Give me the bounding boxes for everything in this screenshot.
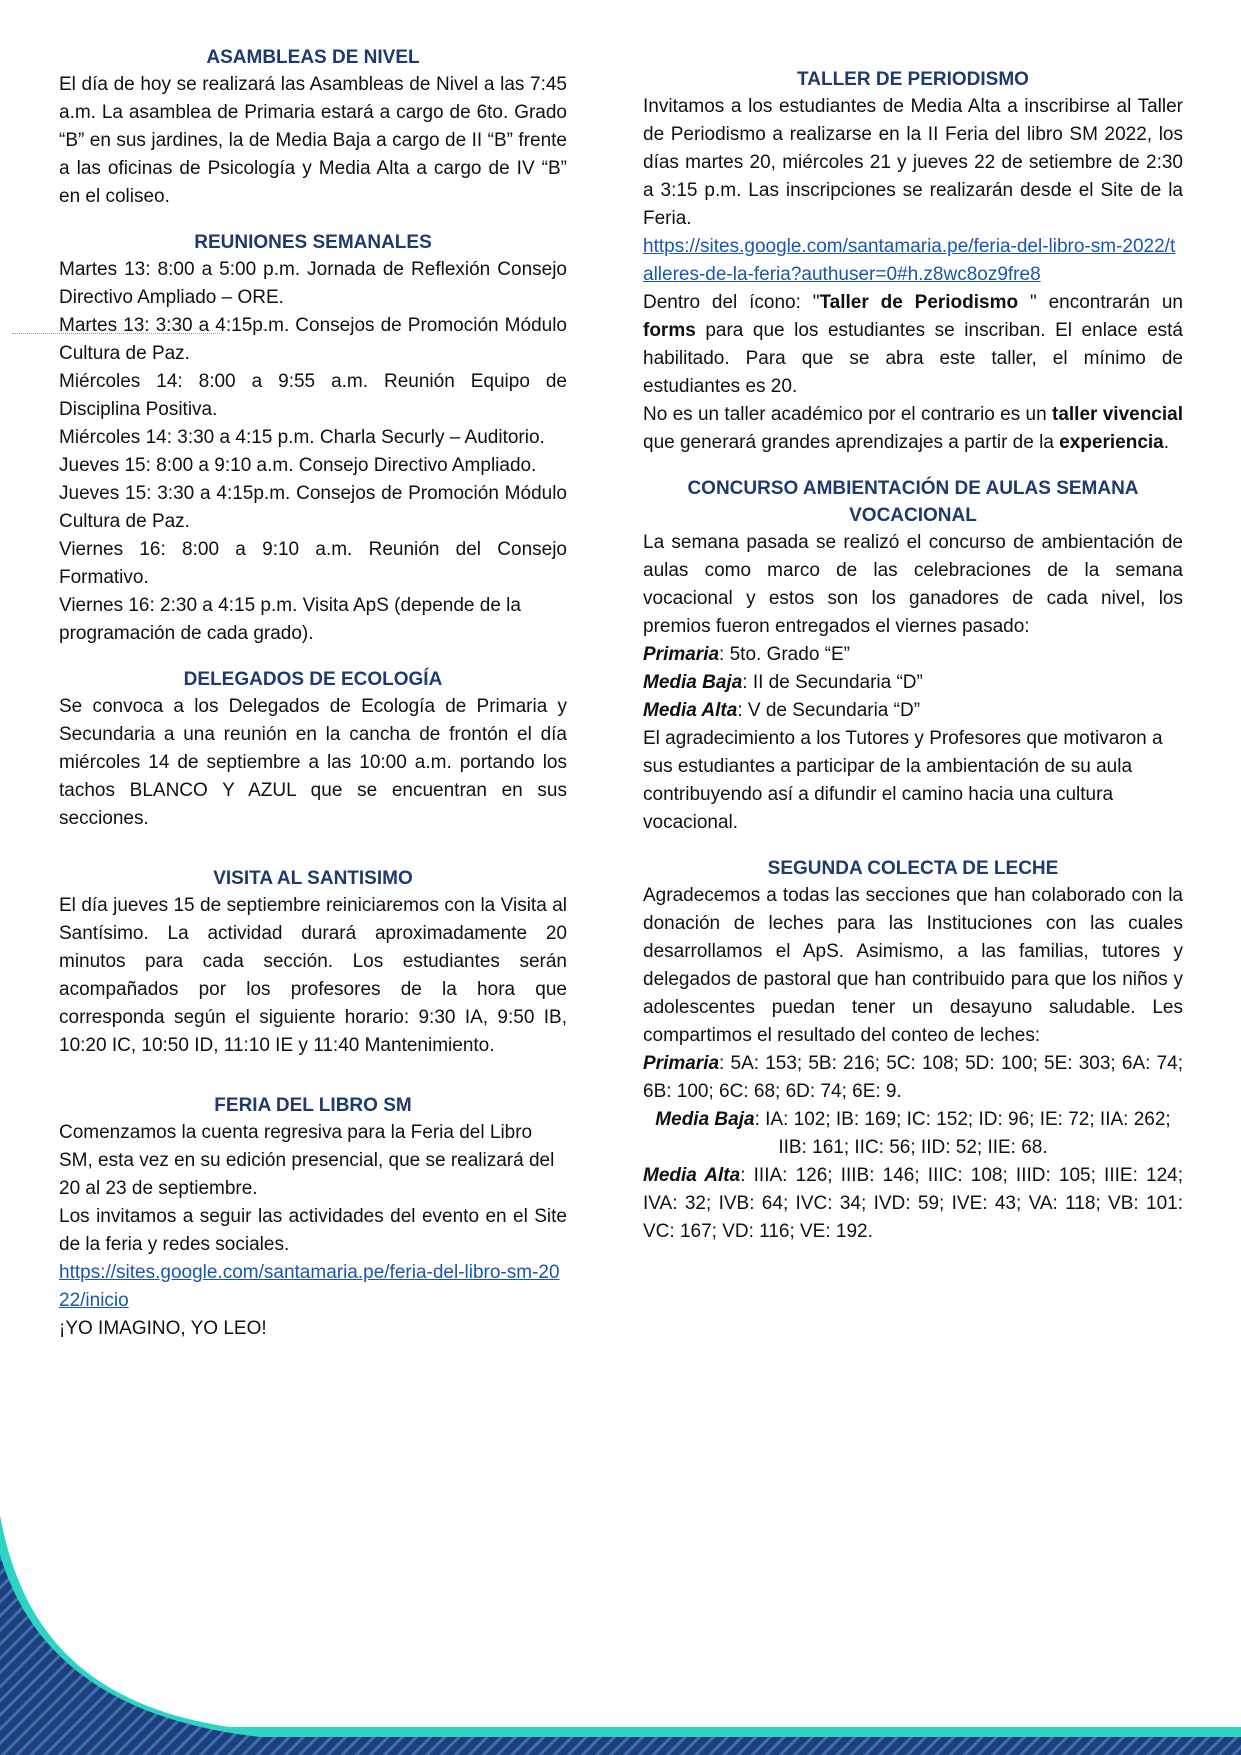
- level-label: Media Alta: [643, 700, 738, 721]
- paragraph-concurso: La semana pasada se realizó el concurso de ambientación de aulas como marco de las celebraciones de la semana vocacional y estos son los ganadores de cada nivel, los premios fueron entregados el viernes pasado:: [643, 532, 1183, 637]
- heading-taller: TALLER DE PERIODISMO: [797, 69, 1029, 90]
- list-item: Martes 13: 3:30 a 4:15p.m. Consejos de Promoción Módulo Cultura de Paz.: [59, 315, 567, 364]
- paragraph-ecologia: Se convoca a los Delegados de Ecología de Primaria y Secundaria a una reunión en la cancha de frontón el día miércoles 14 de septiembre a las 10:00 a.m. portando los tachos BLANCO Y AZUL que se encuentran en sus secciones.: [59, 696, 567, 829]
- wave-teal-band: [0, 1515, 1241, 1755]
- feria-site-link[interactable]: https://sites.google.com/santamaria.pe/feria-del-libro-sm-2022/inicio: [59, 1262, 560, 1311]
- section-reuniones: [59, 229, 567, 648]
- text-run: que generará grandes aprendizajes a partir de la: [643, 432, 1060, 453]
- level-label: Media Alta: [643, 1165, 741, 1186]
- section-ecologia: [59, 666, 567, 833]
- level-value: : V de Secundaria “D”: [737, 700, 921, 721]
- heading-asambleas: ASAMBLEAS DE NIVEL: [206, 47, 420, 68]
- list-item: Miércoles 14: 8:00 a 9:55 a.m. Reunión Equipo de Disciplina Positiva.: [59, 371, 567, 420]
- heading-ecologia: DELEGADOS DE ECOLOGÍA: [183, 669, 443, 690]
- level-label: Primaria: [643, 1053, 720, 1074]
- text-run: Dentro del ícono: ": [643, 292, 820, 313]
- count-media-alta: [643, 1162, 1183, 1246]
- list-item: Viernes 16: 8:00 a 9:10 a.m. Reunión del Consejo Formativo.: [59, 539, 567, 588]
- winner-media-alta: [643, 697, 1183, 725]
- level-value: : 5to. Grado “E”: [719, 644, 850, 665]
- text-run: No es un taller académico por el contrario es un: [643, 404, 1052, 425]
- paragraph-concurso-thanks: El agradecimiento a los Tutores y Profesores que motivaron a sus estudiantes a participar de la ambientación de su aula contribuyendo así a difundir el camino hacia una cultura vocacional.: [643, 728, 1163, 833]
- paragraph-taller-intro: Invitamos a los estudiantes de Media Alta a inscribirse al Taller de Periodismo a realizarse en la II Feria del libro SM 2022, los días martes 20, miércoles 21 y jueves 22 de setiembre de 2:30 a 3:15 p.m. Las inscripciones se realizarán desde el Site de la Feria.: [643, 96, 1183, 229]
- list-item: Miércoles 14: 3:30 a 4:15 p.m. Charla Securly – Auditorio.: [59, 427, 545, 448]
- list-item: Jueves 15: 3:30 a 4:15p.m. Consejos de Promoción Módulo Cultura de Paz.: [59, 483, 567, 532]
- section-asambleas: [59, 44, 567, 211]
- list-item: Viernes 16: 2:30 a 4:15 p.m. Visita ApS (depende de la programación de cada grado).: [59, 595, 521, 644]
- spacer: [59, 1078, 567, 1092]
- winner-media-baja: [643, 669, 1183, 697]
- text-run: " encontrarán un: [1018, 292, 1183, 313]
- paragraph-taller-forms: [643, 289, 1183, 401]
- heading-reuniones: REUNIONES SEMANALES: [194, 232, 432, 253]
- spacer: [59, 851, 567, 865]
- wave-striped-band: [0, 1555, 1241, 1755]
- level-label: Media Baja: [655, 1109, 755, 1130]
- heading-colecta: SEGUNDA COLECTA DE LECHE: [767, 858, 1059, 879]
- list-item: Jueves 15: 8:00 a 9:10 a.m. Consejo Directivo Ampliado.: [59, 455, 537, 476]
- level-label: Media Baja: [643, 672, 743, 693]
- heading-santisimo: VISITA AL SANTISIMO: [213, 868, 413, 889]
- heading-feria: FERIA DEL LIBRO SM: [214, 1095, 412, 1116]
- level-value: : 5A: 153; 5B: 216; 5C: 108; 5D: 100; 5E: 303; 6A: 74; 6B: 100; 6C: 68; 6D: 74; 6E: 9.: [643, 1053, 1183, 1102]
- count-media-baja: [643, 1106, 1183, 1162]
- taller-site-link[interactable]: https://sites.google.com/santamaria.pe/feria-del-libro-sm-2022/talleres-de-la-feria?authuser=0#h.z8wc8oz9fre8: [643, 236, 1176, 285]
- paragraph-asambleas: El día de hoy se realizará las Asambleas de Nivel a las 7:45 a.m. La asamblea de Primaria estará a cargo de 6to. Grado “B” en sus jardines, la de Media Baja a cargo de II “B” frente a las oficinas de Psicología y Media Alta a cargo de IV “B” en el coliseo.: [59, 74, 567, 207]
- decorative-wave: [0, 1515, 1241, 1755]
- level-value: : IIIA: 126; IIIB: 146; IIIC: 108; IIID: 105; IIIE: 124; IVA: 32; IVB: 64; IVC: 34; IVD: 59; IVE: 43; VA: 118; VB: 101: VC: 167; VD: 116; VE: 192.: [643, 1165, 1183, 1242]
- text-run-bold: experiencia: [1059, 432, 1164, 453]
- section-feria: [59, 1092, 567, 1343]
- level-value: : IA: 102; IB: 169; IC: 152; ID: 96; IE: 72; IIA: 262; IIB: 161; IIC: 56; IID: 52; IIE: 68.: [754, 1109, 1171, 1158]
- text-run-bold: taller vivencial: [1052, 404, 1183, 425]
- link-wrapper: [643, 233, 1183, 289]
- list-item: Martes 13: 8:00 a 5:00 p.m. Jornada de Reflexión Consejo Directivo Ampliado – ORE.: [59, 259, 567, 308]
- text-run: para que los estudiantes se inscriban. El enlace está habilitado. Para que se abra este taller, el mínimo de estudiantes es 20.: [643, 320, 1183, 397]
- paragraph-feria-intro: Comenzamos la cuenta regresiva para la Feria del Libro SM, esta vez en su edición presencial, que se realizará del 20 al 23 de septiembre.: [59, 1122, 555, 1199]
- right-column: [643, 66, 1183, 1264]
- left-column: [59, 44, 567, 1361]
- text-run: .: [1163, 432, 1170, 453]
- paragraph-taller-vivencial: [643, 401, 1183, 457]
- heading-concurso: CONCURSO AMBIENTACIÓN DE AULAS SEMANA VOCACIONAL: [687, 478, 1139, 526]
- count-primaria: [643, 1050, 1183, 1106]
- slogan: ¡YO IMAGINO, YO LEO!: [59, 1318, 267, 1339]
- level-value: : II de Secundaria “D”: [742, 672, 923, 693]
- winner-primaria: [643, 641, 1183, 669]
- section-concurso: [643, 475, 1183, 837]
- paragraph-santisimo: El día jueves 15 de septiembre reiniciaremos con la Visita al Santísimo. La actividad durará aproximadamente 20 minutos para cada sección. Los estudiantes serán acompañados por los profesores de la hora que corresponda según el siguiente horario: 9:30 IA, 9:50 IB, 10:20 IC, 10:50 ID, 11:10 IE y 11:40 Mantenimiento.: [59, 895, 567, 1056]
- paragraph-feria-follow: Los invitamos a seguir las actividades del evento en el Site de la feria y redes sociales.: [59, 1206, 567, 1255]
- section-colecta: [643, 855, 1183, 1246]
- paragraph-colecta: Agradecemos a todas las secciones que han colaborado con la donación de leches para las Instituciones con las cuales desarrollamos el ApS. Asimismo, a las familias, tutores y delegados de pastoral que han contribuido para que los niños y adolescentes puedan tener un desayuno saludable. Les compartimos el resultado del conteo de leches:: [643, 885, 1183, 1046]
- level-label: Primaria: [643, 644, 720, 665]
- section-taller: [643, 66, 1183, 457]
- text-run-bold: forms: [643, 320, 696, 341]
- text-run-bold: Taller de Periodismo: [819, 292, 1019, 313]
- section-santisimo: [59, 865, 567, 1060]
- link-wrapper: [59, 1259, 567, 1315]
